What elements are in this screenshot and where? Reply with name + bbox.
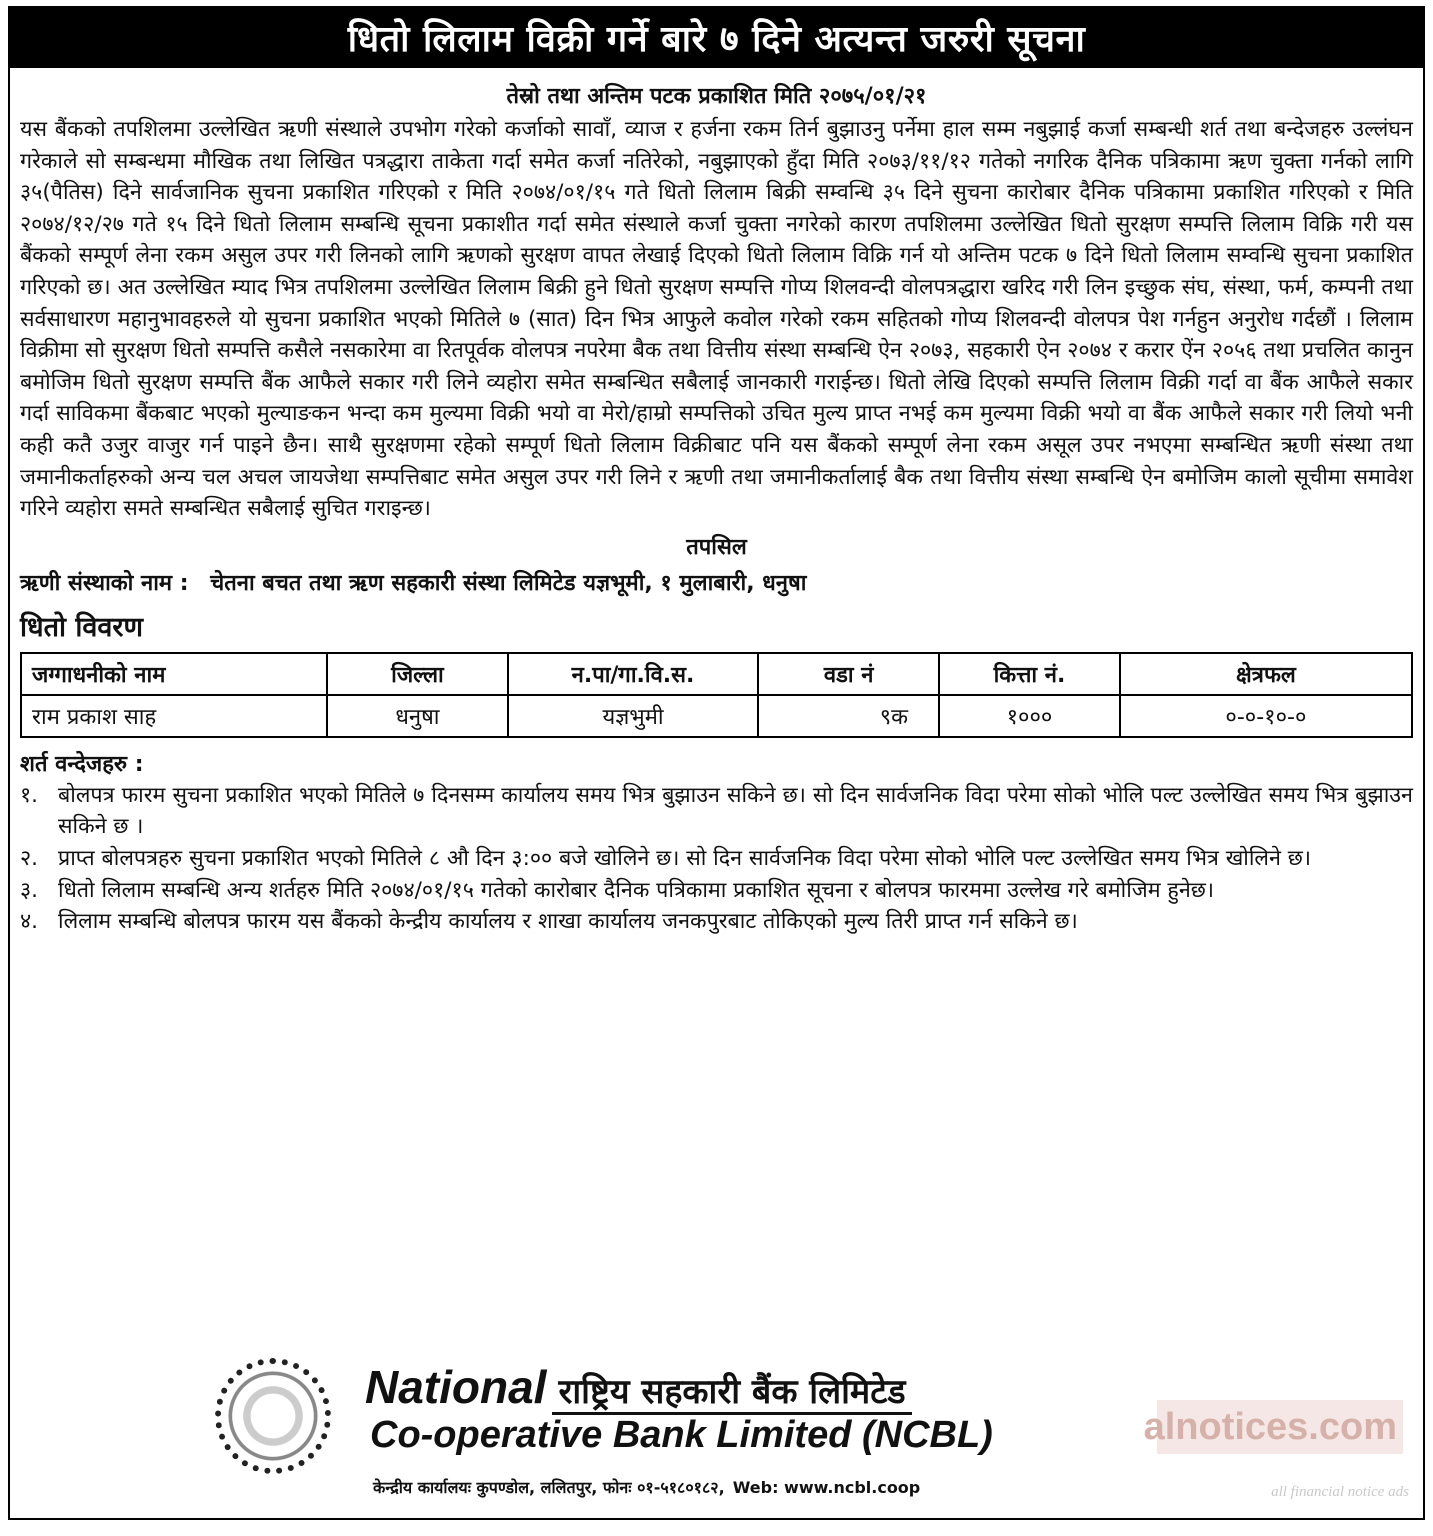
list-item <box>20 780 1413 843</box>
table-row <box>21 695 1412 737</box>
contact-line <box>373 1476 920 1498</box>
terms-list <box>20 780 1413 938</box>
cell-area: ०-०-१०-० <box>1120 695 1412 737</box>
bank-name-line-1 <box>365 1360 912 1414</box>
header-municipality: न.पा/गा.वि.स. <box>508 653 758 695</box>
header-area: क्षेत्रफल <box>1120 653 1412 695</box>
notice-body: यस बैंकको तपशिलमा उल्लेखित ऋणी संस्थाले उपभोग गरेको कर्जाको सावाँ, व्याज र हर्जना रकम तिर्न बुझाउनु पर्नेमा हाल सम्म नबुझाई कर्जा सम्बन्धी शर्त तथा बन्देजहरु उल्लंघन गरेकाले सो सम्बन्धमा मौखिक तथा लिखित पत्रद्धारा ताकेता गर्दा समेत कर्जा नतिरेको, नबुझाएको हुँदा मिति २०७३/११/१२ गतेको नगरिक दैनिक पत्रिकामा ऋण चुक्ता गर्नको लागि ३५(पैतिस) दिने सार्वजानिक सुचना प्रकाशित गरिएको र मिति २०७४/०१/१५ गते धितो लिलाम बिक्री सम्वन्धि ३५ दिने सुचना कारोबार दैनिक पत्रिकामा प्रकाशित गरिएको र मिति २०७४/१२/२७ गते १५ दिने धितो लिलाम सम्बन्धि सूचना प्रकाशीत गर्दा समेत संस्थाले कर्जा चुक्ता नगरेको कारण तपशिलमा उल्लेखित धितो सुरक्षण सम्पत्ति लिलाम विक्रि गरी यस बैंकको सम्पूर्ण लेना रकम असुल उपर गरी लिनको लागि ऋणको सुरक्षण वापत लेखाई दिएको धितो लिलाम विक्रि गर्न यो अन्तिम पटक ७ दिने धितो लिलाम सम्वन्धि सुचना प्रकाशित गरिएको छ। अत उल्लेखित म्याद भित्र तपशिलमा उल्लेखित लिलाम बिक्री हुने धितो सुरक्षण सम्पत्ति गोप्य शिलवन्दी वोलपत्रद्धारा खरिद गरी लिन इच्छुक संघ, संस्था, फर्म, कम्पनी तथा सर्वसाधारण महानुभावहरुले यो सुचना प्रकाशित भएको मितिले ७ (सात) दिन भित्र आफुले कवोल गरेको रकम सहितको गोप्य शिलवन्दी वोलपत्र पेश गर्नहुन अनुरोध गर्दछौं । लिलाम विक्रीमा सो सुरक्षण धितो सम्पत्ति कसैले नसकारेमा वा रितपूर्वक वोलपत्र नपरेमा बैक तथा वित्तीय संस्था सम्बन्धि ऐन २०७३, सहकारी ऐन २०७४ र करार ऐंन २०५६ तथा प्रचलित कानुन बमोजिम धितो सुरक्षण सम्पत्ति बैंक आफैले सकार गरी लिने व्यहोरा समेत सम्बन्धित सबैलाई जानकारी गराईन्छ। धितो लेखि दिएको सम्पत्ति लिलाम विक्री गर्दा वा बैंक आफैले सकार गर्दा साविकमा बैंकबाट भएको मुल्याङकन भन्दा कम मुल्यमा विक्री भयो वा मेरो/हाम्रो सम्पत्तिको उचित मुल्य प्राप्त नभई कम मुल्यमा विक्री भयो वा बैंक आफैले सकार गरी लियो भनी कही कतै उजुर वाजुर गर्न पाइने छैन। साथै सुरक्षणमा रहेको सम्पूर्ण धितो लिलाम विक्रीबाट पनि यस बैंकको सम्पूर्ण लेना रकम असूल उपर नभएमा सम्बन्धित ऋणी संस्था तथा जमानीकर्ताहरुको अन्य चल अचल जायजेथा सम्पत्तिबाट समेत असुल उपर गरी लिने र ऋणी तथा जमानीकर्तालाई बैक तथा वित्तीय संस्था सम्बन्धि ऐन बमोजिम कालो सूचीमा समावेश गरिने व्यहोरा समते सम्बन्धित सबैलाई सुचित गराइन्छ। <box>20 117 1413 522</box>
watermark: alnotices.com <box>1157 1400 1403 1454</box>
contact-address: केन्द्रीय कार्यालयः कुपण्डोल, ललितपुर, फोनः ०१-५१८०१८२, <box>373 1478 725 1497</box>
schedule-heading: तपसिल <box>686 534 747 560</box>
term-text: प्राप्त बोलपत्रहरु सुचना प्रकाशित भएको मितिले ८ औ दिन ३:०० बजे खोलिने छ। सो दिन सार्वजनिक विदा परेमा सोको भोलि पल्ट उल्लेखित समय भित्र खोलिने छ। <box>58 845 1311 871</box>
cell-ward: ९क <box>758 695 939 737</box>
collateral-heading: धितो विवरण <box>20 611 143 643</box>
borrower-name: चेतना बचत तथा ऋण सहकारी संस्था लिमिटेड यज्ञभूमी, १ मुलाबारी, धनुषा <box>210 570 807 596</box>
list-item <box>20 906 1413 938</box>
term-number: ३. <box>20 877 39 903</box>
bank-seal-icon <box>215 1358 331 1474</box>
header-plot: कित्ता नं. <box>939 653 1120 695</box>
cell-plot: १००० <box>939 695 1120 737</box>
term-text: लिलाम सम्बन्धि बोलपत्र फारम यस बैंकको केन्द्रीय कार्यालय र शाखा कार्यालय जनकपुरबाट तोकिएको मुल्य तिरी प्राप्त गर्न सकिने छ। <box>58 909 1078 935</box>
notice-title: धितो लिलाम विक्री गर्ने बारे ७ दिने अत्यन्त जरुरी सूचना <box>8 6 1425 68</box>
term-number: ४. <box>20 909 39 935</box>
bank-name-line-2: Co-operative Bank Limited (NCBL) <box>370 1414 993 1456</box>
brand-nepali-name: राष्ट्रिय सहकारी बैंक लिमिटेड <box>552 1372 911 1415</box>
cell-district: धनुषा <box>327 695 508 737</box>
notice-page <box>0 6 1433 1536</box>
header-owner: जग्गाधनीको नाम <box>21 653 327 695</box>
header-ward: वडा नं <box>758 653 939 695</box>
bank-footer <box>10 1352 1423 1512</box>
term-text: धितो लिलाम सम्बन्धि अन्य शर्तहरु मिति २०७४/०१/१५ गतेको कारोबार दैनिक पत्रिकामा प्रकाशित सूचना र बोलपत्र फारममा उल्लेख गरे बमोजिम हुनेछ। <box>58 877 1214 903</box>
publication-date: तेस्रो तथा अन्तिम पटक प्रकाशित मिति २०७५/०१/२१ <box>506 84 927 109</box>
term-number: २. <box>20 845 39 871</box>
brand-english-national: National <box>365 1361 547 1413</box>
collateral-table <box>20 652 1413 738</box>
term-text: बोलपत्र फारम सुचना प्रकाशित भएको मितिले ७ दिनसम्म कार्यालय समय भित्र बुझाउन सकिने छ। सो दिन सार्वजनिक विदा परेमा सोको भोलि पल्ट उल्लेखित समय भित्र बुझाउन सकिने छ । <box>58 782 1413 840</box>
notice-frame <box>8 68 1425 1520</box>
table-header-row <box>21 653 1412 695</box>
watermark-tagline: all financial notice ads <box>1271 1484 1409 1500</box>
website-link[interactable]: Web: www.ncbl.coop <box>732 1478 921 1497</box>
borrower-label: ऋणी संस्थाको नाम : <box>20 570 189 596</box>
cell-municipality: यज्ञभुमी <box>508 695 758 737</box>
term-number: १. <box>20 782 39 808</box>
header-district: जिल्ला <box>327 653 508 695</box>
cell-owner: राम प्रकाश साह <box>21 695 327 737</box>
terms-heading: शर्त वन्देजहरु : <box>20 751 144 777</box>
list-item <box>20 875 1413 907</box>
list-item <box>20 843 1413 875</box>
borrower-line <box>20 567 1413 597</box>
